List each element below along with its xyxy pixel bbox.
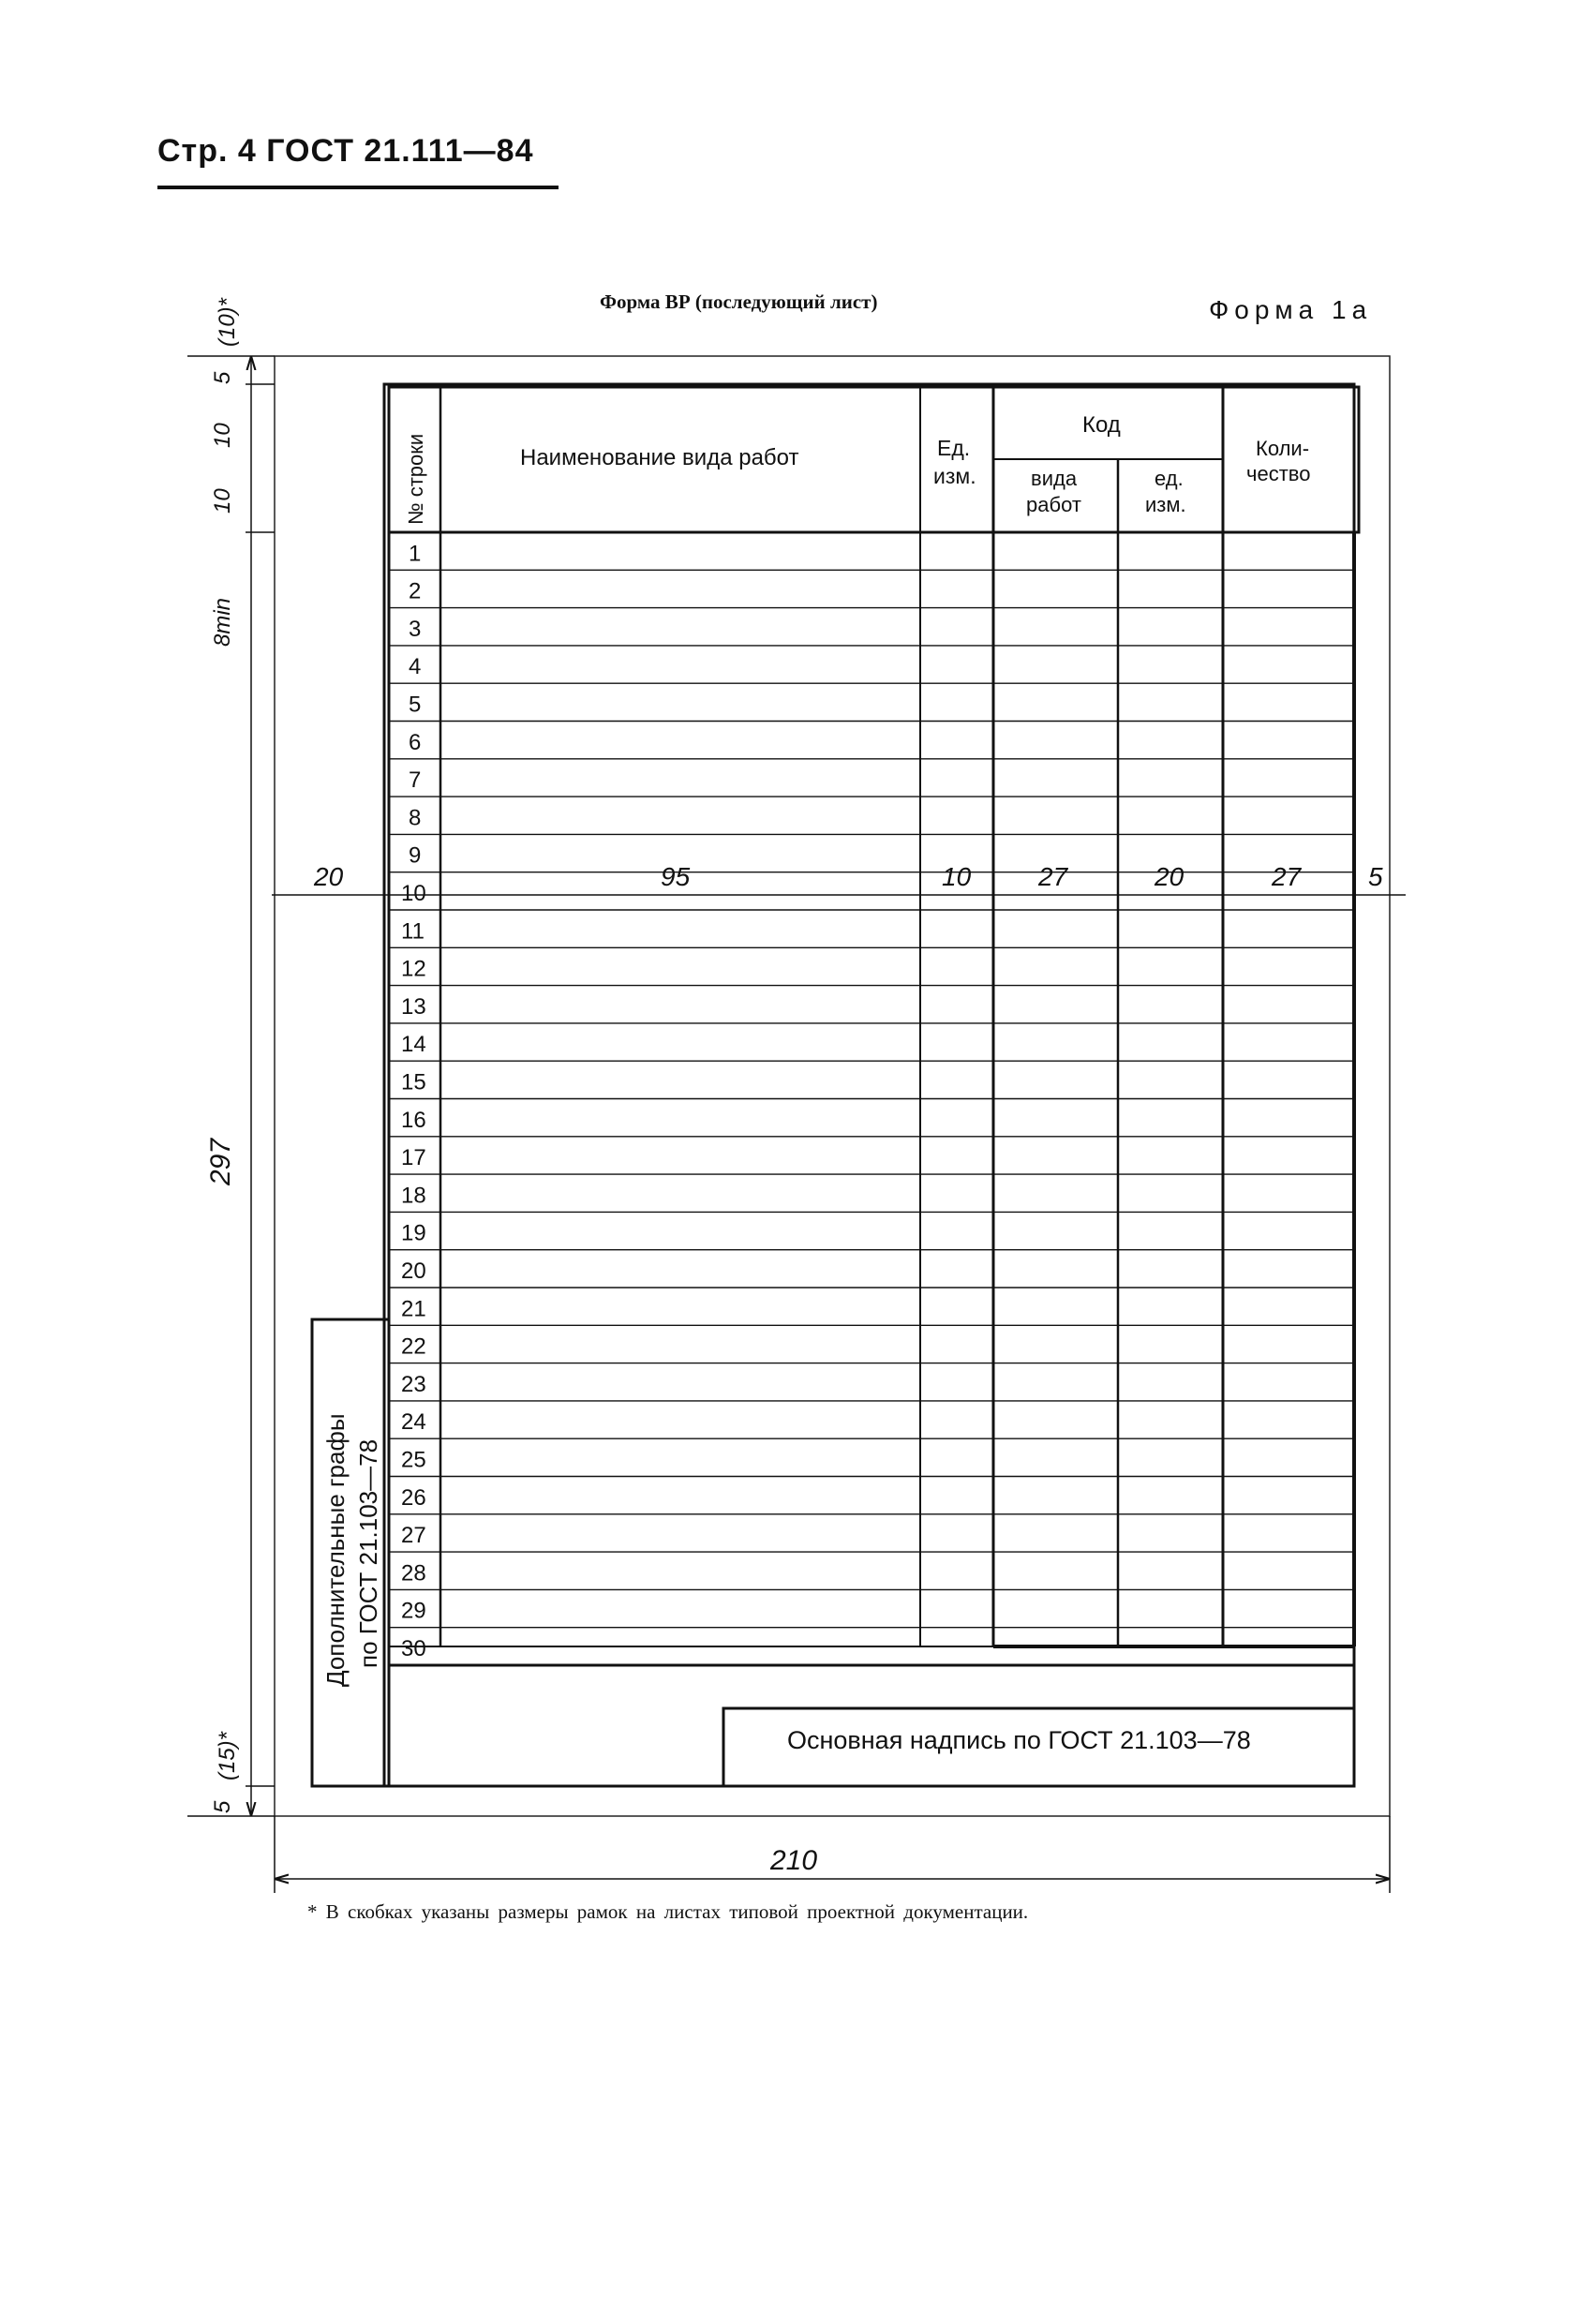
col-qty-header: Коли- <box>1256 437 1310 460</box>
row-number: 5 <box>409 692 422 718</box>
row-number: 10 <box>401 881 426 906</box>
row-number: 8 <box>409 805 422 831</box>
form-subtitle: Форма ВР (последующий лист) <box>600 290 878 313</box>
col-unit-header-2: изм. <box>933 464 976 488</box>
row-number: 11 <box>401 918 425 945</box>
row-number: 26 <box>401 1484 426 1511</box>
table-rows <box>389 532 1354 1665</box>
row-number: 16 <box>401 1107 426 1133</box>
row-number: 23 <box>401 1371 426 1397</box>
title-block-label: Основная надпись по ГОСТ 21.103—78 <box>787 1726 1251 1754</box>
col-row-number-header: № строки <box>404 433 427 525</box>
row-number: 7 <box>409 767 422 794</box>
row-number: 21 <box>401 1296 426 1322</box>
dim-right-margin: 5 <box>1368 862 1383 891</box>
dim-left-margin: 20 <box>314 862 344 891</box>
inner-frame <box>384 384 1354 1786</box>
dim-top-margin: 5 <box>210 371 235 384</box>
row-number: 15 <box>401 1069 426 1095</box>
row-number: 29 <box>401 1598 426 1624</box>
row-number: 2 <box>409 578 422 604</box>
row-number: 12 <box>401 956 426 982</box>
col-code-unit-header: ед. <box>1155 467 1184 490</box>
title-block <box>389 1646 1354 1786</box>
row-number: 25 <box>401 1447 426 1473</box>
dim-col-code-work: 27 <box>1038 862 1068 891</box>
row-number: 4 <box>409 654 422 680</box>
col-code-unit-header-2: изм. <box>1145 493 1186 516</box>
footnote: * В скобках указаны размеры рамок на листах типовой проектной документации. <box>307 1900 1029 1923</box>
dim-top-margin-typical: (10)* <box>215 297 240 347</box>
row-number: 27 <box>401 1523 426 1549</box>
row-number: 20 <box>401 1259 426 1284</box>
row-number: 3 <box>409 616 422 642</box>
row-number: 19 <box>401 1220 426 1246</box>
row-number: 17 <box>401 1145 426 1171</box>
dim-header-row2: 10 <box>210 488 235 514</box>
row-number: 9 <box>409 842 422 869</box>
row-number: 24 <box>401 1409 426 1436</box>
row-number: 30 <box>401 1636 426 1661</box>
dim-col-code-unit: 20 <box>1155 862 1184 891</box>
row-number: 14 <box>401 1032 426 1058</box>
dim-bottom-margin: 5 <box>210 1800 235 1813</box>
dim-width: 210 <box>770 1845 818 1876</box>
col-unit-header: Ед. <box>937 436 971 460</box>
dim-header-row1: 10 <box>210 423 235 448</box>
row-number: 1 <box>409 541 422 567</box>
col-name-header: Наименование вида работ <box>520 445 799 470</box>
row-number: 6 <box>409 729 422 755</box>
form-label: Форма 1а <box>1209 295 1373 324</box>
side-box-text-2: по ГОСТ 21.103—78 <box>354 1438 382 1668</box>
dim-row-min: 8min <box>210 597 235 647</box>
dim-col-unit: 10 <box>942 862 972 891</box>
col-code-header: Код <box>1082 412 1121 438</box>
col-code-work-header-2: работ <box>1026 493 1081 516</box>
page-header: Стр. 4 ГОСТ 21.111—84 <box>157 133 534 169</box>
row-number: 18 <box>401 1183 426 1209</box>
dim-col-qty: 27 <box>1272 862 1302 891</box>
side-box-text-1: Дополнительные графы <box>321 1413 350 1687</box>
row-number: 28 <box>401 1560 426 1587</box>
row-number: 22 <box>401 1333 426 1360</box>
dim-height: 297 <box>205 1138 236 1185</box>
row-number: 13 <box>401 993 426 1020</box>
col-qty-header-2: чество <box>1246 462 1311 485</box>
col-code-work-header: вида <box>1031 467 1078 490</box>
dim-bottom-margin-typical: (15)* <box>215 1731 240 1780</box>
table-header <box>389 387 1359 1646</box>
dim-col-name: 95 <box>661 862 691 891</box>
